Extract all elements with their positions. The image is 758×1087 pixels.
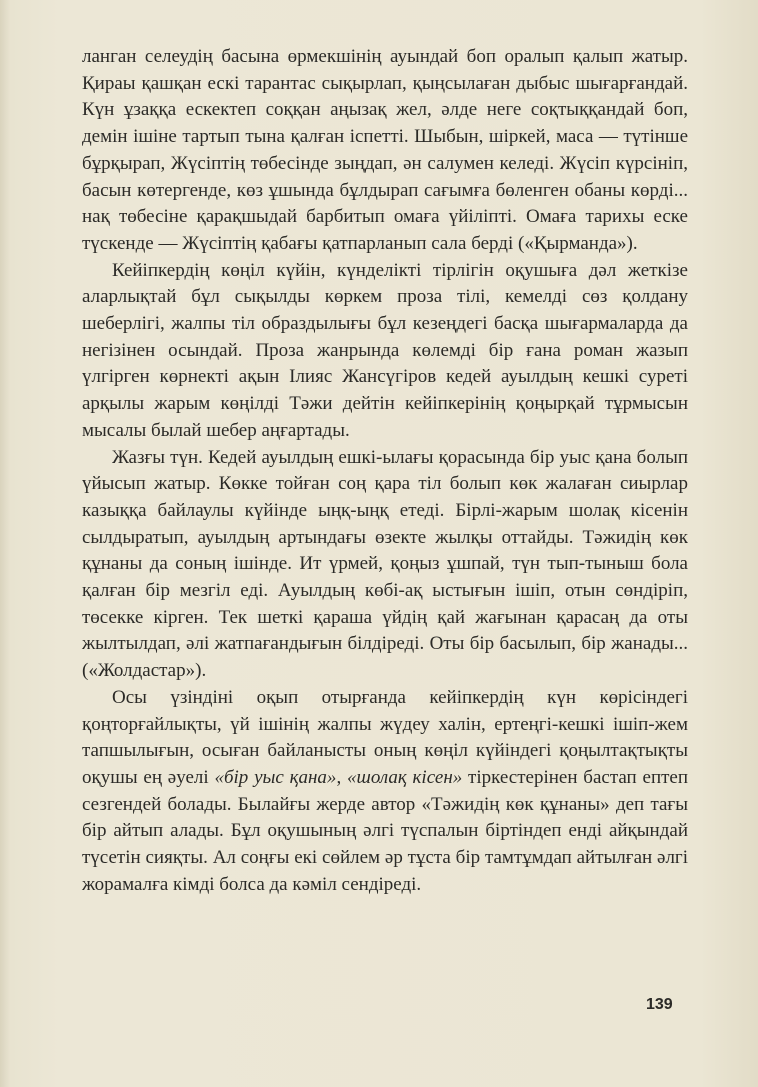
text-run: ланган селеудің басына өрмекшінің ауындай боп оралып қалып жатыр. Қираы қашқан ескі тарантас сықырлап, қыңсылаған дыбыс шығарғандай. Күн ұзаққа ескектеп соққан аңызақ жел, әлде неге соқтыққандай боп, демін ішіне тартып тына қалған іспетті. Шыбын, шіркей, маса — түтінше бұрқырап, Жүсіптің төбесінде зыңдап, ән салумен келеді. Жүсіп күрсініп, басын көтергенде, көз ұшында бұлдырап сағымға бөленген обаны көрді... нақ төбесіне қарақшыдай барбитып омаға үйіліпті. Омаға тарихы еске түскенде — Жүсіптің қабағы қатпарланып сала берді («Қырманда»).: [82, 46, 688, 254]
italic-quote: «шолақ кісен»: [346, 766, 463, 788]
text-run: тіркестерінен бастап ептеп сезгендей болады. Былайғы жерде автор «Тәжидің көк құнаны» деп тағы бір айтып алады. Бұл оқушының әлгі түспалын біртіндеп енді айқындай түсетін сияқты. Ал соңғы екі сөйлем әр тұста бір тамтұмдап айтылған әлгі жорамалға кімді болса да кәміл сендіреді.: [82, 766, 689, 895]
page-number: 139: [646, 996, 673, 1013]
text-run: Кейіпкердің көңіл күйін, күнделікті тірлігін оқушыға дәл жеткізе аларлықтай бұл сықылды көркем проза тілі, кемелді сөз қолдану шеберлігі, жалпы тіл образдылығы бұл кезеңдегі басқа шығармаларда да негізінен осындай. Проза жанрында көлемді бір ғана роман жазып үлгірген көрнекті ақын Ілияс Жансүгіров кедей ауылдың кешкі суреті арқылы жарым көңілді Тәжи дейтін кейіпкерінің қоңырқай тұрмысын мысалы былай шебер аңғартады.: [82, 259, 688, 441]
paragraph: [82, 685, 688, 899]
italic-quote: «бір уыс қана»: [214, 766, 337, 788]
text-run: Осы үзіндіні оқып отырғанда кейіпкердің күн көрісіндегі қоңторғайлықты, үй ішінің жалпы жүдеу халін, ертеңгі-кешкі ішіп-жем тапшылығын, осыған байланысты оның көңіл күйіндегі қоңылтақтықты оқушы ең әуелі: [82, 686, 688, 788]
paragraph: [82, 44, 688, 258]
body-text: [82, 44, 688, 899]
paragraph: [82, 258, 688, 445]
text-run: Жазғы түн. Кедей ауылдың ешкі-ылағы қорасында бір уыс қана болып үйысып жатыр. Көкке тойған соң қара тіл болып көк жалаған сиырлар казыққа байлаулы күйінде ыңқ-ыңқ етеді. Бірлі-жарым шолақ кісенін сылдыратып, ауылдың артындағы өзекте жылқы оттайды. Тәжидің көк құнаны да соның ішінде. Ит үрмей, қоңыз ұшпай, түн тып-тыныш бола қалған бір мезгіл еді. Ауылдың көбі-ақ ыстығын ішіп, отын сөндіріп, төсекке кірген. Тек шеткі қараша үйдің қай жағынан қарасаң да оты жылтылдап, әлі жатпағандығын білдіреді. Оты бір басылып, бір жанады... («Жолдастар»).: [82, 446, 688, 682]
text-run: ,: [336, 766, 347, 788]
paragraph: [82, 445, 688, 685]
